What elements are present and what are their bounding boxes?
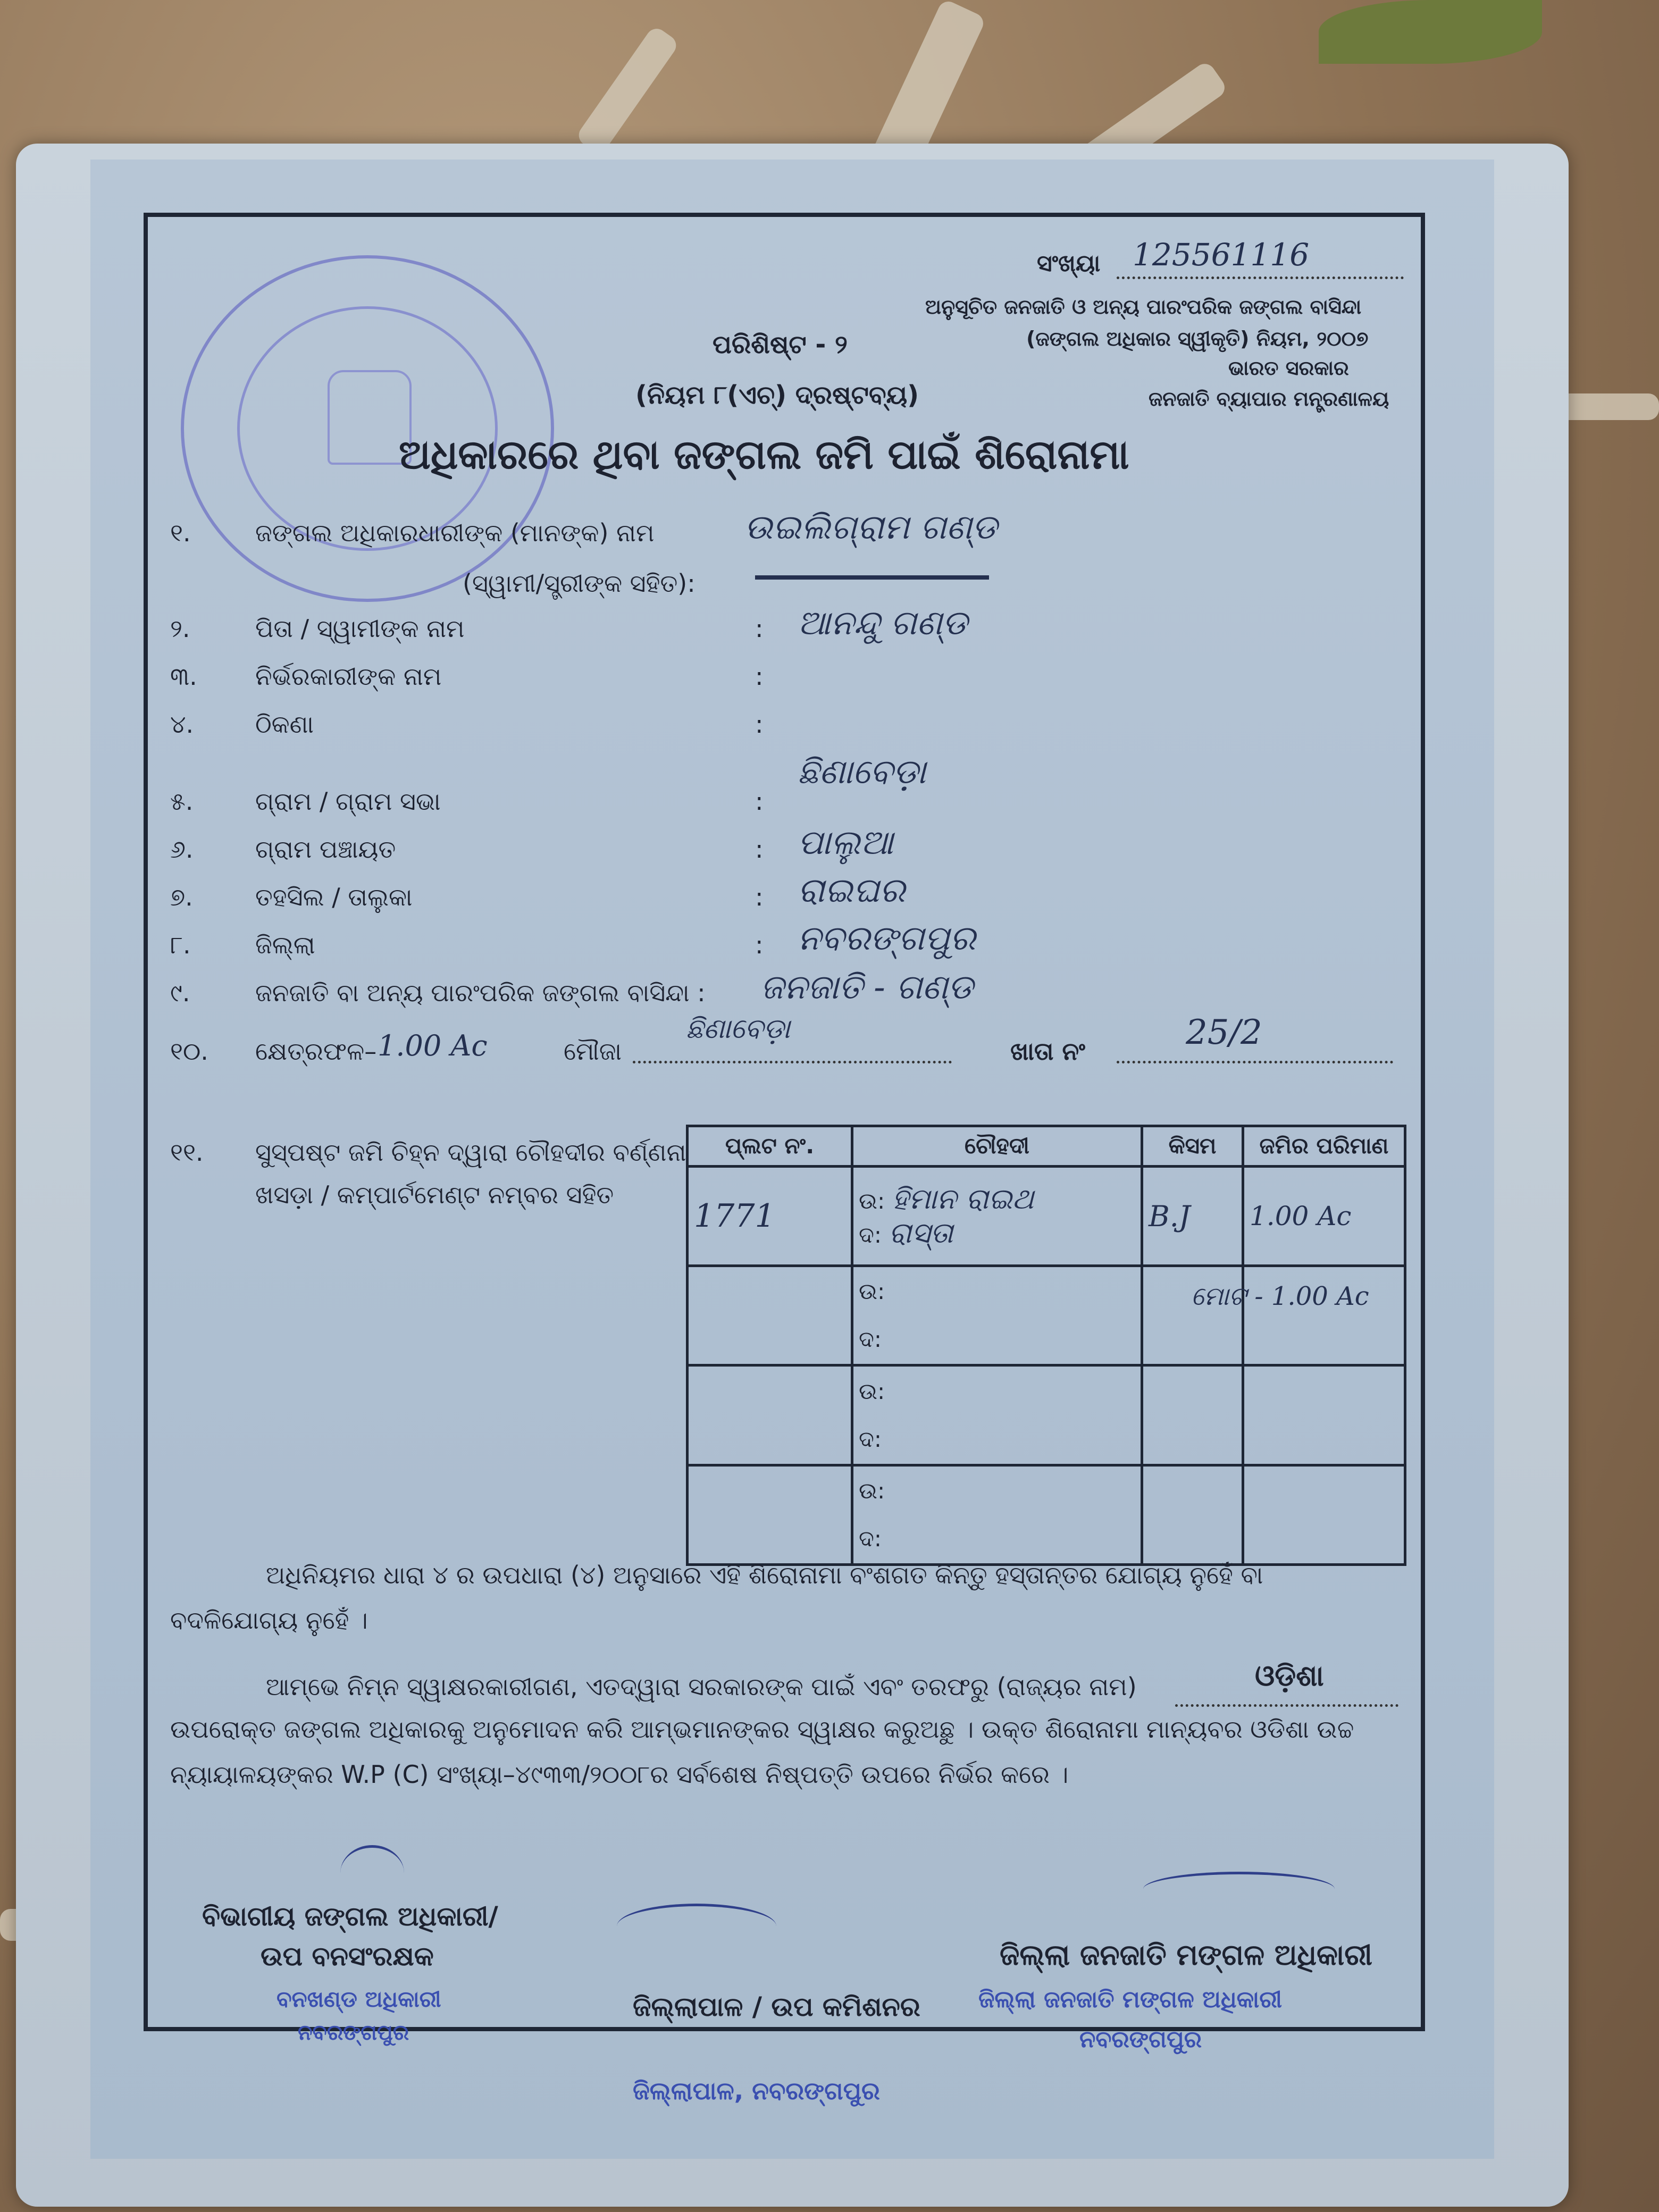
right-header-line4: ଜନଜାତି ବ୍ୟାପାର ମନ୍ତ୍ରଣାଳୟ: [1149, 387, 1389, 410]
field-10-khata-label: ଖାତା ନଂ: [1010, 1037, 1085, 1066]
paragraph-line3: ଆମ୍ଭେ ନିମ୍ନ ସ୍ୱାକ୍ଷରକାରୀଗଣ, ଏତଦ୍ୱାରା ସରକାରଙ୍କ ପାଇଁ ଏବଂ ତରଫରୁ (ରାଜ୍ୟର ନାମ): [266, 1672, 1137, 1701]
header-land-area: ଜମିର ପରିମାଣ: [1243, 1126, 1405, 1167]
field-2-num: ୨.: [170, 614, 190, 643]
right-header-line1: ଅନୁସୂଚିତ ଜନଜାତି ଓ ଅନ୍ୟ ପାରଂପରିକ ଜଙ୍ଗଲ ବାସିନ୍ଦା: [925, 295, 1362, 319]
page-title: ଅଧିକାରରେ ଥିବା ଜଙ୍ଗଲ ଜମି ପାଇଁ ଶିରୋନାମା: [399, 431, 1129, 478]
stamp-right-line1: ଜିଲ୍ଲା ଜନଜାତି ମଙ୍ଗଳ ଅଧିକାରୀ: [978, 1986, 1283, 2013]
field-7-num: ୭.: [170, 883, 193, 911]
field-5-value: ଛିଣାବେଡ଼ା: [798, 752, 926, 792]
field-1-num: ୧.: [170, 518, 191, 547]
field-10-mouza-label: ମୌଜା: [564, 1037, 622, 1066]
field-2-value: ଆନନ୍ଦୁ ଗଣ୍ଡ: [798, 604, 968, 643]
area-cell: 1.00 Ac: [1243, 1166, 1405, 1266]
field-4-colon: :: [755, 710, 764, 739]
field-10-area-value: 1.00 Ac: [378, 1029, 488, 1062]
kisam-cell: B.J: [1142, 1166, 1243, 1266]
field-11-label-line2: ଖସଡ଼ା / କମ୍ପାର୍ଟମେଣ୍ଟ ନମ୍ବର ସହିତ: [255, 1180, 614, 1209]
paragraph-line1: ଅଧିନିୟମର ଧାରା ୪ ର ଉପଧାରା (୪) ଅନୁସାରେ ଏହି ଶିରୋନାମା ବଂଶଗତ କିନ୍ତୁ ହସ୍ତାନ୍ତର ଯୋଗ୍ୟ ନୁହେଁ ବା: [266, 1561, 1263, 1589]
field-1-sub-label: (ସ୍ୱାମୀ/ସ୍ତ୍ରୀଙ୍କ ସହିତ):: [463, 569, 696, 598]
state-dotted-line: [1175, 1704, 1398, 1707]
field-8-label: ଜିଲ୍ଲା: [255, 931, 315, 959]
annex-label: ପରିଶିଷ୍ଟ - ୨: [713, 330, 848, 359]
stamp-left-line2: ନବରଙ୍ଗପୁର: [298, 2021, 409, 2045]
header-boundary: ଚୌହଦୀ: [852, 1126, 1142, 1167]
number-value: 125561116: [1133, 237, 1310, 273]
field-10-num: ୧୦.: [170, 1037, 208, 1066]
field-3-num: ୩.: [170, 662, 197, 691]
number-dotted-line: [1117, 276, 1404, 279]
field-1-label: ଜଙ୍ଗଲ ଅଧିକାରଧାରୀଙ୍କ (ମାନଙ୍କ) ନାମ: [255, 518, 655, 547]
field-2-colon: :: [755, 614, 764, 643]
header-plot-no: ପ୍ଲଟ ନଂ.: [688, 1126, 852, 1167]
field-5-label: ଗ୍ରାମ / ଗ୍ରାମ ସଭା: [255, 787, 441, 816]
boundary-table: [686, 1125, 1406, 1566]
signature-left: [340, 1845, 404, 1901]
field-9-value: ଜନଜାତି - ଗଣ୍ଡ: [760, 968, 974, 1007]
field-9-num: ୯.: [170, 978, 190, 1007]
leaf: [1319, 0, 1542, 64]
field-7-value: ରାଇଘର: [798, 871, 906, 910]
field-10-khata-value: 25/2: [1186, 1013, 1262, 1052]
stamp-right-line2: ନବରଙ୍ଗପୁର: [1079, 2026, 1202, 2053]
table-row: ଉ: ଦ:: [688, 1365, 1405, 1465]
field-6-label: ଗ୍ରାମ ପଞ୍ଚାୟତ: [255, 835, 396, 864]
table-header-row: [688, 1126, 1405, 1167]
signatory-left-line2: ଉପ ବନସଂରକ୍ଷକ: [261, 1941, 434, 1972]
field-1-value: ଉଇଲିଗ୍ରାମ ଗଣ୍ଡ: [744, 508, 998, 547]
table-row: ଉ: ଦ:: [688, 1266, 1405, 1365]
twig: [575, 24, 680, 156]
signatory-middle: ଜିଲ୍ଲାପାଳ / ଉପ କମିଶନର: [633, 1991, 920, 2022]
field-11-label-line1: ସୁସ୍ପଷ୍ଟ ଜମି ଚିହ୍ନ ଦ୍ୱାରା ଚୌହଦୀର ବର୍ଣ୍ଣନା: [255, 1138, 686, 1167]
table-row: [688, 1166, 1405, 1266]
field-10-area-label: କ୍ଷେତ୍ରଫଳ–: [255, 1037, 377, 1066]
field-5-colon: :: [755, 787, 764, 816]
field-6-colon: :: [755, 835, 764, 864]
plot-no-cell: 1771: [688, 1166, 852, 1266]
field-9-label: ଜନଜାତି ବା ଅନ୍ୟ ପାରଂପରିକ ଜଙ୍ଗଲ ବାସିନ୍ଦା :: [255, 978, 706, 1007]
field-8-value: ନବରଙ୍ଗପୁର: [798, 919, 976, 958]
field-3-label: ନିର୍ଭରକାରୀଙ୍କ ନାମ: [255, 662, 442, 691]
field-7-label: ତହସିଲ / ତାଲୁକା: [255, 883, 413, 911]
signature-middle: [617, 1904, 776, 1949]
paragraph-line5: ନ୍ୟାୟାଳୟଙ୍କର W.P (C) ସଂଖ୍ୟା–୪୯୩୩/୨୦୦୮ର ସର୍ବଶେଷ ନିଷ୍ପତ୍ତି ଉପରେ ନିର୍ଭର କରେ ।: [170, 1760, 1069, 1789]
number-label: ସଂଖ୍ୟା: [1037, 250, 1101, 277]
signatory-right: ଜିଲ୍ଲା ଜନଜାତି ମଙ୍ଗଳ ଅଧିକାରୀ: [1000, 1938, 1372, 1972]
district-seal: [181, 255, 554, 602]
khata-dotted-line: [1117, 1061, 1393, 1063]
field-7-colon: :: [755, 883, 764, 911]
field-5-num: ୫.: [170, 787, 194, 816]
total-area: ମୋଟ - 1.00 Ac: [1191, 1281, 1369, 1311]
right-header-line3: ଭାରତ ସରକାର: [1228, 356, 1349, 380]
strikethrough-mark: [755, 575, 989, 580]
rule-reference: (ନିୟମ ୮(ଏଚ୍) ଦ୍ରଷ୍ଟବ୍ୟ): [635, 380, 919, 410]
field-4-num: ୪.: [170, 710, 194, 739]
signatory-left-line1: ବିଭାଗୀୟ ଜଙ୍ଗଲ ଅଧିକାରୀ/: [202, 1901, 498, 1932]
paragraph-line2: ବଦଳିଯୋଗ୍ୟ ନୁହେଁ ।: [170, 1606, 368, 1635]
field-3-colon: :: [755, 662, 764, 691]
field-2-label: ପିତା / ସ୍ୱାମୀଙ୍କ ନାମ: [255, 614, 465, 643]
table-row: ଉ: ଦ:: [688, 1465, 1405, 1564]
right-header-line2: (ଜଙ୍ଗଲ ଅଧିକାର ସ୍ୱୀକୃତି) ନିୟମ, ୨୦୦୭: [1026, 327, 1369, 350]
field-8-num: ୮.: [170, 931, 191, 959]
stamp-middle: ଜିଲ୍ଲାପାଳ, ନବରଙ୍ଗପୁର: [633, 2076, 880, 2105]
boundary-cell: ଉ: ହିମାନ ରାଇଥ ଦ: ରାସ୍ତା: [852, 1166, 1142, 1266]
mouza-dotted-line: [633, 1061, 952, 1063]
stamp-left-line1: ବନଖଣ୍ଡ ଅଧିକାରୀ: [276, 1986, 441, 2012]
field-11-num: ୧୧.: [170, 1138, 204, 1167]
field-10-mouza-value: ଛିଣାବେଡ଼ା: [686, 1013, 791, 1045]
twig: [1558, 393, 1659, 420]
field-6-num: ୬.: [170, 835, 194, 864]
field-6-value: ପାଲୁଆ: [798, 823, 894, 862]
signature-right: [1143, 1872, 1335, 1906]
state-name: ଓଡ଼ିଶା: [1255, 1659, 1324, 1692]
paragraph-line4: ଉପରୋକ୍ତ ଜଙ୍ଗଲ ଅଧିକାରକୁ ଅନୁମୋଦନ କରି ଆମ୍ଭମାନଙ୍କର ସ୍ୱାକ୍ଷର କରୁଅଛୁ । ଉକ୍ତ ଶିରୋନାମା ମାନ୍ୟବର ଓଡିଶା ଉଚ୍ଚ: [170, 1715, 1354, 1744]
field-8-colon: :: [755, 931, 764, 959]
field-4-label: ଠିକଣା: [255, 710, 314, 739]
header-kisam: କିସମ: [1142, 1126, 1243, 1167]
